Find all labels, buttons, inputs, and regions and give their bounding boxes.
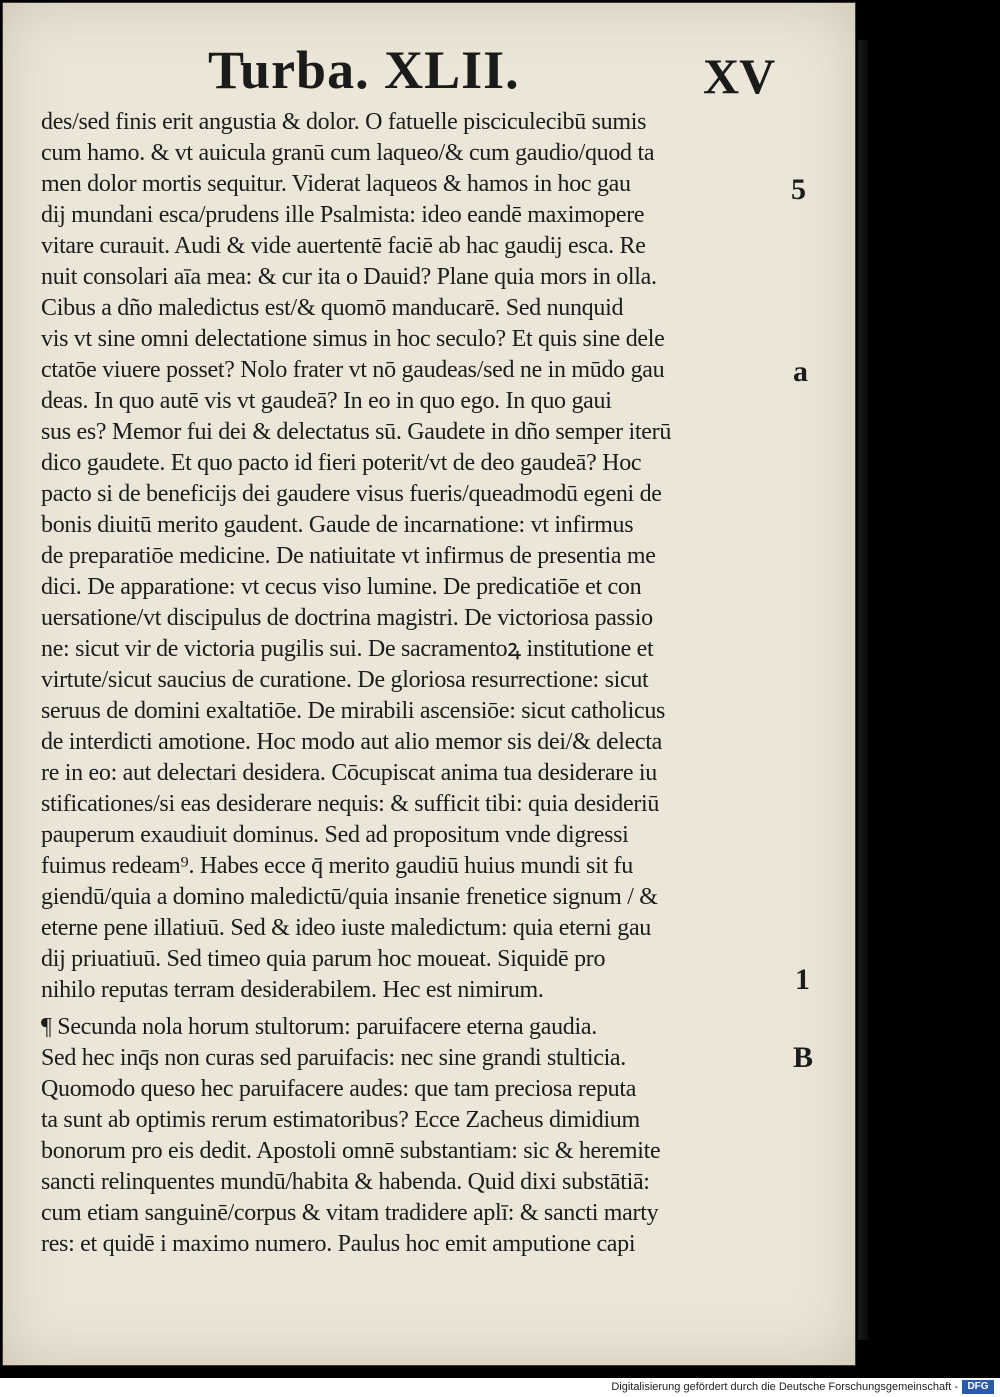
running-head-title: Turba. XLII. — [208, 40, 520, 100]
page-edge-shadow — [858, 40, 868, 1340]
margin-note-line-number: 1 — [795, 963, 810, 996]
text-line: seruus de domini exaltatiōe. De mirabili ascensiōe: sicut catholicus — [41, 698, 666, 724]
text-line: re in eo: aut delectari desidera. Cōcupiscat anima tua desiderare iu — [41, 760, 657, 786]
paragraph-start-line: ¶ Secunda nola horum stultorum: paruifacere eterna gaudia. — [41, 1014, 597, 1040]
margin-note-section-letter: a — [793, 355, 808, 388]
text-line: dij priuatiuū. Sed timeo quia parum hoc moueat. Siquidē pro — [41, 946, 606, 972]
text-line: ta sunt ab optimis rerum estimatoribus? Ecce Zacheus dimidium — [41, 1107, 640, 1133]
text-line: eterne pene illatiuū. Sed & ideo iuste maledictum: quia eterni gau — [41, 915, 652, 941]
funding-credit: Digitalisierung gefördert durch die Deutsche Forschungsgemeinschaft - — [611, 1381, 958, 1393]
text-line: nihilo reputas terram desiderabilem. Hec est nimirum. — [41, 977, 544, 1003]
text-line: fuimus redeam⁹. Habes ecce q̄ merito gaudiū huius mundi sit fu — [41, 853, 633, 879]
text-line: bonis diuitū merito gaudent. Gaude de incarnatione: vt infirmus — [41, 512, 634, 538]
margin-note-line-number: 5 — [791, 173, 806, 206]
text-line: sus es? Memor fui dei & delectatus sū. Gaudete in dño semper iterū — [41, 419, 672, 445]
main-text-block — [41, 107, 781, 1260]
text-line: dij mundani esca/prudens ille Psalmista: ideo eandē maximopere — [41, 202, 645, 228]
text-line: res: et quidē i maximo numero. Paulus hoc emit amputione capi — [41, 1231, 636, 1257]
text-line: giendū/quia a domino maledictū/quia insanie frenetice signum / & — [41, 884, 658, 910]
text-line: ne: sicut vir de victoria pugilis sui. De sacramentoꝝ institutione et — [41, 636, 654, 662]
folio-number: XV — [703, 48, 776, 104]
text-line: vis vt sine omni delectatione simus in hoc seculo? Et quis sine dele — [41, 326, 665, 352]
text-line: Cibus a dño maledictus est/& quomō manducarē. Sed nunquid — [41, 295, 624, 321]
text-line: cum etiam sanguinē/corpus & vitam tradidere aplī: & sancti marty — [41, 1200, 659, 1226]
book-page — [2, 2, 856, 1366]
text-line: cum hamo. & vt auicula granū cum laqueo/& cum gaudio/quod ta — [41, 140, 655, 166]
text-line: pacto si de beneficijs dei gaudere visus fueris/queadmodū egeni de — [41, 481, 662, 507]
text-line: sancti relinquentes mundū/habita & habenda. Quid dixi substātiā: — [41, 1169, 650, 1195]
margin-note-section-letter: B — [793, 1041, 814, 1074]
text-line: bonorum pro eis dedit. Apostoli omnē substantiam: sic & heremite — [41, 1138, 661, 1164]
text-line: Sed hec inq̄s non curas sed paruifacis: nec sine grandi stulticia. — [41, 1045, 626, 1071]
dfg-logo: DFG — [962, 1380, 994, 1394]
text-line: uersatione/vt discipulus de doctrina magistri. De victoriosa passio — [41, 605, 653, 631]
text-line: vitare curauit. Audi & vide auertentē faciē ab hac gaudij esca. Re — [41, 233, 646, 259]
text-line: men dolor mortis sequitur. Viderat laqueos & hamos in hoc gau — [41, 171, 631, 197]
text-line: stificationes/si eas desiderare nequis: & sufficit tibi: quia desideriū — [41, 791, 660, 817]
text-line: de interdicti amotione. Hoc modo aut alio memor sis dei/& delecta — [41, 729, 662, 755]
text-line: pauperum exaudiuit dominus. Sed ad propositum vnde digressi — [41, 822, 629, 848]
text-line: virtute/sicut saucius de curatione. De gloriosa resurrectione: sicut — [41, 667, 649, 693]
text-line: Quomodo queso hec paruifacere audes: que tam preciosa reputa — [41, 1076, 637, 1102]
text-line: de preparatiōe medicine. De natiuitate vt infirmus de presentia me — [41, 543, 656, 569]
text-line: dici. De apparatione: vt cecus viso lumine. De predicatiōe et con — [41, 574, 642, 600]
text-line: dico gaudete. Et quo pacto id fieri poterit/vt de deo gaudeā? Hoc — [41, 450, 642, 476]
text-line: ctatōe viuere posset? Nolo frater vt nō gaudeas/sed ne in mūdo gau — [41, 357, 665, 383]
text-line: deas. In quo autē vis vt gaudeā? In eo in quo ego. In quo gaui — [41, 388, 612, 414]
text-line: nuit consolari aīa mea: & cur ita o Dauid? Plane quia mors in olla. — [41, 264, 657, 290]
text-line: des/sed finis erit angustia & dolor. O fatuelle pisciculecibū sumis — [41, 109, 647, 135]
